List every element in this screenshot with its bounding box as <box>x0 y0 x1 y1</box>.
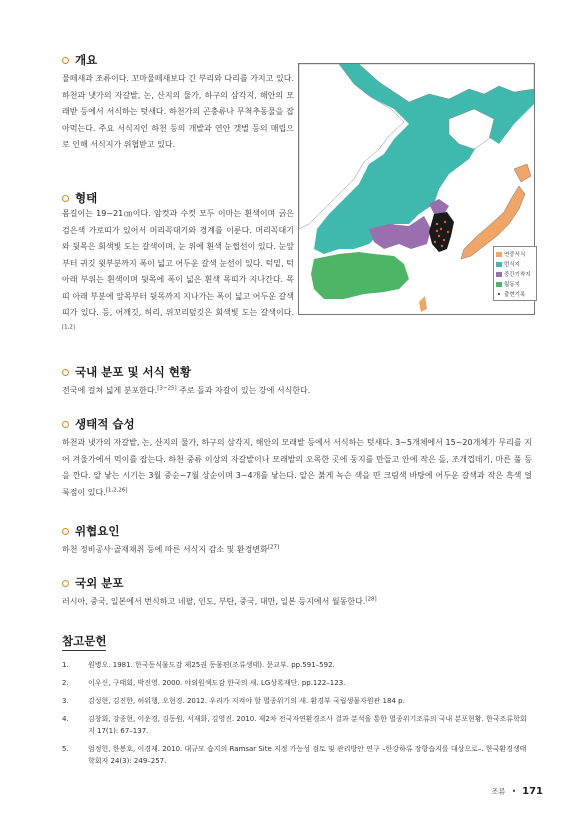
bullet-icon <box>62 580 69 587</box>
ref-text: 엄정헌, 한봉호, 이경재. 2010. 대규모 습지의 Ramsar Site 지정 가능성 검토 및 관리방안 연구 –한강하류 장항습지를 대상으로–. 한국환경생태학회지 24(3): 249–257. <box>88 745 527 765</box>
overview-text: 물떼새과 조류이다. 꼬마물떼새보다 긴 부리와 다리를 가지고 있다. 하천과 냇가의 자갈밭, 논, 산지의 물가, 하구의 삼각지, 해안의 모래받 등에서 서식하는 텃새다. 하천가의 곤충류나 무척추동물을 잡아먹는다. 주요 서식지인 하천 등의 개발과 연안 갯벌 등의 매립으로 인해 서식지가 위협받고 있다. <box>62 74 294 149</box>
heading-text: 국외 분포 <box>75 576 124 590</box>
legend-item <box>496 249 534 259</box>
heading-text: 국내 분포 및 서식 현황 <box>75 365 191 379</box>
form-body: 몸길이는 19~21㎝이다. 암컷과 수컷 모두 이마는 흰색이며 긁은 검은색 가로띠가 있어서 머리꼭대기와 경계를 이룬다. 머리꼭대기와 뒷목은 회색빛 도는 갈색이며, 눈 위에 흰색 눈썹선이 있다. 눈앞부터 귀깃 윗부분까지 폭이 넓고 어두운 갈색 눈선이 있다. 턱밑, 턱 아래 부위는 흰색이며 뒷목에 폭이 넓은 흰색 목띠가 지나간다. 목띠 아래 부분에 앞목부터 뒷목까지 지나가는 폭이 넓고 어두운 갈색 띠가 있다. 등, 어깨깃, 허리, 위꼬리덮깃은 회색빛 도는 갈색이다. <box>62 209 294 317</box>
reference-item <box>62 695 532 707</box>
record-dot-icon <box>496 293 502 296</box>
legend-label: 출현기록 <box>504 292 526 298</box>
ref-number: 1. <box>62 661 69 669</box>
page-footer <box>491 786 543 797</box>
citation: [28] <box>365 596 377 603</box>
legend-item <box>496 269 534 279</box>
foreign-body: 러시아, 중국, 일본에서 번식하고 네팔, 인도, 부탄, 중국, 대만, 일본 등지에서 월동한다. <box>62 597 366 606</box>
swatch-stopover <box>496 272 502 277</box>
legend-label: 중간기착지 <box>504 272 531 278</box>
foreign-text <box>62 594 532 611</box>
heading-text: 개요 <box>75 53 98 67</box>
section-ecology <box>62 416 532 501</box>
distribution-body-2: 주로 돌과 자갈이 있는 강에 서식한다. <box>176 386 311 395</box>
threats-body: 하천 정비공사·골재채취 등에 따른 서식지 감소 및 환경변화 <box>62 545 268 554</box>
map-legend <box>493 246 537 301</box>
swatch-breeding <box>496 262 502 267</box>
form-text <box>62 206 294 338</box>
bullet-icon <box>62 195 69 202</box>
ref-number: 5. <box>62 745 69 753</box>
bullet-icon <box>62 57 69 64</box>
ecology-body: 하천과 냇가의 자갈밭, 논, 산지의 물가, 하구의 삼각지, 해안의 모래밭 등에서 서식하는 텃새다. 3~5개체에서 15~20개체가 무리를 지어 겨울가에서 먹이를 잡는다. 하천 중류 이상의 자갈밭이나 모래밭의 오목한 곳에 둥지를 만들고 안에 작은 돌, 조개껍데기, 마른 풀 등을 깐다. 알 낳는 시기는 3월 중순~7월 상순이며 3~4개를 낳는다. 알은 붉게 녹슨 색을 띤 크림색 바탕에 어두운 갈색과 작은 흑색 얼룩점이 있다. <box>62 438 532 497</box>
ref-text: 김성현, 김진한, 허위행, 오현경. 2012. 우리가 지켜야 할 멸종위기의 새. 환경부 국립생물자원관 184 p. <box>88 697 405 705</box>
footer-separator: • <box>511 787 517 796</box>
reference-item <box>62 659 532 671</box>
reference-item <box>62 713 532 737</box>
reference-item <box>62 743 532 767</box>
legend-label: 번식지 <box>504 262 520 268</box>
heading-text: 위협요인 <box>75 524 120 538</box>
section-heading <box>62 190 294 206</box>
ref-text: 이우신, 구태회, 박진영. 2000. 야외원색도감 한국의 새. LG상록재단. pp.122–123. <box>88 679 346 687</box>
citation: [27] <box>267 544 280 551</box>
citation: [1,2,26] <box>105 486 128 493</box>
ref-text: 원병오. 1981. 한국동식물도감 제25권 동물편(조류생태). 문교부. pp.591–592. <box>88 661 335 669</box>
legend-item <box>496 259 534 269</box>
heading-text: 형태 <box>75 191 98 205</box>
section-distribution <box>62 364 532 400</box>
ref-text: 김창회, 강종현, 이운경, 김동원, 서재화, 김영진. 2010. 제2차 전국자연환경조사 결과 분석을 통한 멸종위기조류의 국내 분포현황. 한국조류학회지 17(1): 67–137. <box>88 715 527 735</box>
section-heading <box>62 575 532 591</box>
japan-hokkaido <box>514 164 531 182</box>
ref-number: 2. <box>62 679 69 687</box>
legend-label: 월동지 <box>504 282 520 288</box>
section-heading <box>62 416 532 432</box>
references-title: 참고문헌 <box>62 633 106 651</box>
citation: [1,2] <box>62 323 76 330</box>
taiwan <box>419 296 427 312</box>
citation: [3~25] <box>157 385 177 392</box>
section-heading <box>62 52 294 68</box>
swatch-wintering <box>496 282 502 287</box>
section-foreign <box>62 575 532 611</box>
legend-label: 연중서식 <box>504 252 526 258</box>
wintering-region <box>311 252 409 299</box>
distribution-body: 전국에 걸쳐 넓게 분포한다. <box>62 386 158 395</box>
footer-category: 조류 <box>491 787 506 796</box>
threats-text <box>62 542 532 559</box>
ref-number: 4. <box>62 715 69 723</box>
legend-item <box>496 279 534 289</box>
section-overview <box>62 52 294 154</box>
section-heading <box>62 523 532 539</box>
section-heading <box>62 364 532 380</box>
distribution-text <box>62 383 532 400</box>
bullet-icon <box>62 421 69 428</box>
page-number: 171 <box>522 786 543 797</box>
legend-item <box>496 289 534 299</box>
ecology-text <box>62 435 532 501</box>
heading-text: 생태적 습성 <box>75 417 135 431</box>
swatch-resident <box>496 252 502 257</box>
section-threats <box>62 523 532 559</box>
section-form <box>62 190 294 206</box>
reference-item <box>62 677 532 689</box>
bullet-icon <box>62 528 69 535</box>
ref-number: 3. <box>62 697 69 705</box>
bullet-icon <box>62 369 69 376</box>
